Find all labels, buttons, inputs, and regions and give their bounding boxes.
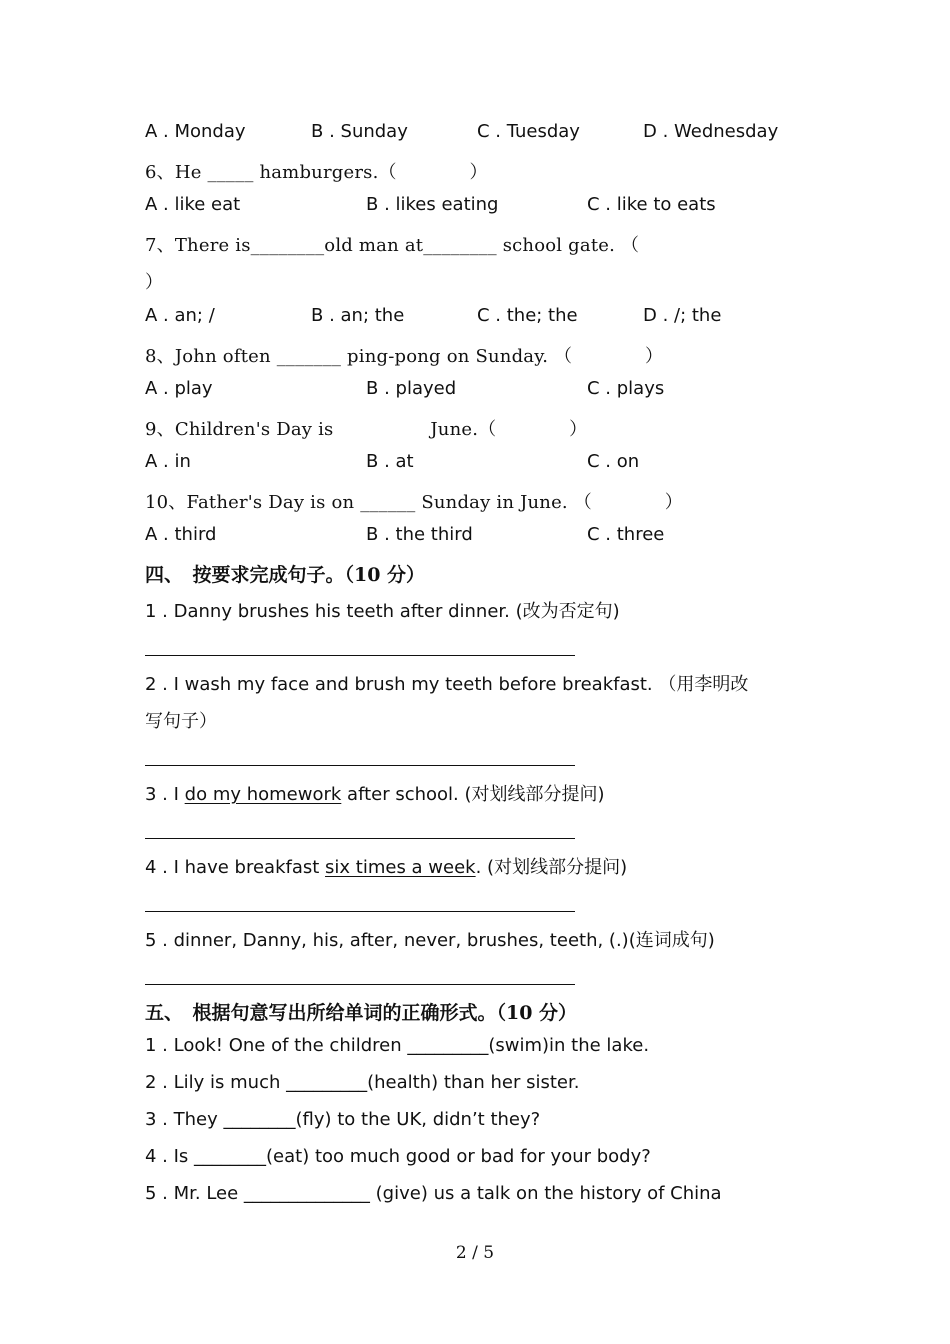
- q6-option-b: B . likes eating: [366, 194, 499, 215]
- q7-option-a: A . an; /: [145, 305, 215, 326]
- q9-option-a: A . in: [145, 451, 191, 472]
- q8-option-c: C . plays: [587, 378, 665, 399]
- section4-title: 四、 按要求完成句子。（10 分）: [145, 564, 426, 586]
- q7-option-c: C . the; the: [477, 305, 578, 326]
- q6-stem: 6、He _____ hamburgers.（ ）: [145, 162, 488, 183]
- q7-option-d: D . /; the: [643, 305, 722, 326]
- section4-item-4: 4 . I have breakfast six times a week. (对划线部分提问): [145, 857, 628, 878]
- q9-options: [145, 451, 808, 472]
- answer-line-2[interactable]: [145, 765, 575, 766]
- answer-line-5[interactable]: [145, 984, 575, 985]
- q10-option-a: A . third: [145, 524, 217, 545]
- q5-options: [145, 121, 809, 142]
- q7-stem-cont: ）: [145, 272, 164, 293]
- answer-line-4[interactable]: [145, 911, 575, 912]
- q9-stem: 9、Children's Day is June.（ ）: [145, 419, 588, 440]
- section5-item-5: 5 . Mr. Lee ______________ (give) us a talk on the history of China: [145, 1183, 722, 1204]
- q5-option-b: B . Sunday: [311, 121, 408, 142]
- q5-option-a: A . Monday: [145, 121, 246, 142]
- q10-option-c: C . three: [587, 524, 665, 545]
- section5-item-4: 4 . Is ________(eat) too much good or bad for your body?: [145, 1146, 651, 1167]
- q10-options: [145, 524, 808, 545]
- section4-item-5: 5 . dinner, Danny, his, after, never, brushes, teeth, (.)(连词成句): [145, 930, 715, 951]
- underlined-phrase: do my homework: [184, 784, 342, 805]
- q7-options: [145, 305, 809, 326]
- section5-item-3: 3 . They ________(fly) to the UK, didn’t they?: [145, 1109, 541, 1130]
- q10-stem: 10、Father's Day is on ______ Sunday in June. （ ）: [145, 492, 683, 513]
- q6-option-a: A . like eat: [145, 194, 241, 215]
- section5-title: 五、 根据句意写出所给单词的正确形式。（10 分）: [145, 1002, 578, 1024]
- page-number: 2 / 5: [455, 1243, 495, 1263]
- q9-option-b: B . at: [366, 451, 414, 472]
- section4-item-2-cont: 写句子）: [145, 711, 217, 732]
- section4-item-1: 1 . Danny brushes his teeth after dinner. (改为否定句): [145, 601, 620, 622]
- q5-option-c: C . Tuesday: [477, 121, 580, 142]
- q8-stem: 8、John often _______ ping-pong on Sunday. （ ）: [145, 346, 664, 367]
- q6-option-c: C . like to eats: [587, 194, 716, 215]
- section5-item-2: 2 . Lily is much _________(health) than her sister.: [145, 1072, 580, 1093]
- answer-line-1[interactable]: [145, 655, 575, 656]
- q10-option-b: B . the third: [366, 524, 473, 545]
- underlined-phrase: six times a week: [325, 857, 476, 878]
- section5-item-1: 1 . Look! One of the children _________(swim)in the lake.: [145, 1035, 650, 1056]
- section4-item-2: 2 . I wash my face and brush my teeth before breakfast. （用李明改: [145, 674, 749, 695]
- section4-item-3: 3 . I do my homework after school. (对划线部分提问): [145, 784, 605, 805]
- q8-option-b: B . played: [366, 378, 457, 399]
- q9-option-c: C . on: [587, 451, 640, 472]
- q7-stem: 7、There is________old man at________ school gate. （: [145, 235, 640, 256]
- answer-line-3[interactable]: [145, 838, 575, 839]
- q5-option-d: D . Wednesday: [643, 121, 779, 142]
- q8-options: [145, 378, 808, 399]
- q7-option-b: B . an; the: [311, 305, 405, 326]
- q8-option-a: A . play: [145, 378, 213, 399]
- q6-options: [145, 194, 808, 215]
